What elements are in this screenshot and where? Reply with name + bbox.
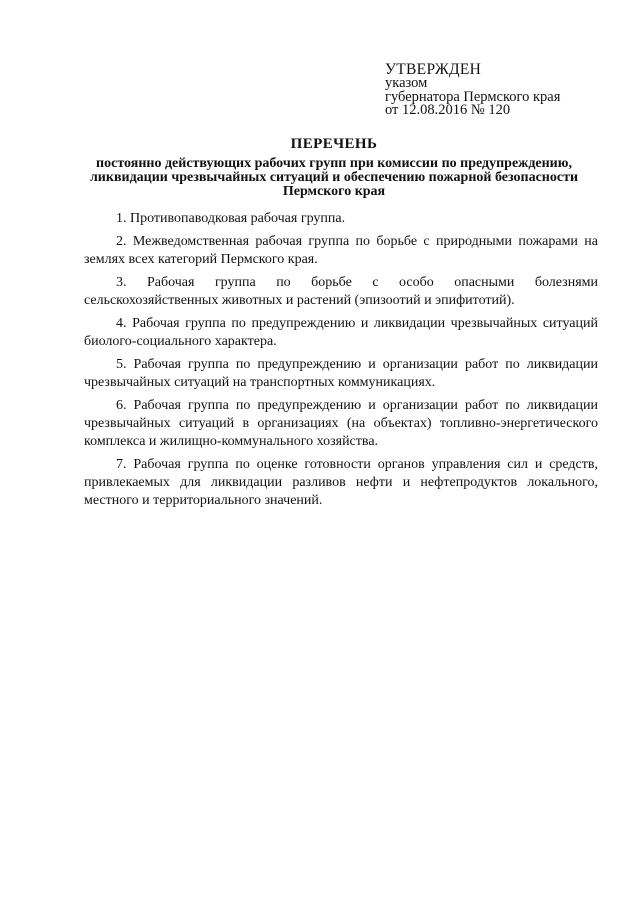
document-title: ПЕРЕЧЕНЬ <box>290 136 378 152</box>
approval-line-decree: указом <box>385 75 428 91</box>
list-item: 1. Противопаводковая рабочая группа. <box>116 211 346 226</box>
approval-stamp: УТВЕРЖДЕН <box>385 61 482 78</box>
list-item: 2. Межведомственная рабочая группа по борьбе с природными пожарами на землях всех категорий Пермского края. <box>84 234 598 267</box>
approval-line-governor: губернатора Пермского края <box>385 88 561 105</box>
working-groups-list <box>84 210 598 515</box>
list-item: 5. Рабочая группа по предупреждению и организации работ по ликвидации чрезвычайных ситуаций на транспортных коммуникациях. <box>84 357 598 390</box>
document-title-block <box>80 135 588 199</box>
list-item: 4. Рабочая группа по предупреждению и ликвидации чрезвычайных ситуаций биолого-социального характера. <box>84 316 598 349</box>
approval-line-date: от 12.08.2016 № 120 <box>385 102 511 118</box>
document-subtitle: постоянно действующих рабочих групп при комиссии по предупреждению, ликвидации чрезвычайных ситуаций и обеспечению пожарной безопасности Пермского края <box>89 156 579 199</box>
approval-block <box>385 62 615 118</box>
list-item: 6. Рабочая группа по предупреждению и организации работ по ликвидации чрезвычайных ситуаций в организациях (на объектах) топливно-энергетического комплекса и жилищно-коммунального хозяйства. <box>84 398 598 449</box>
list-item: 7. Рабочая группа по оценке готовности органов управления сил и средств, привлекаемых для ликвидации разливов нефти и нефтепродуктов локального, местного и территориального значений. <box>84 457 598 508</box>
list-item: 3. Рабочая группа по борьбе с особо опасными болезнями сельскохозяйственных животных и растений (эпизоотий и эпифитотий). <box>84 275 598 308</box>
